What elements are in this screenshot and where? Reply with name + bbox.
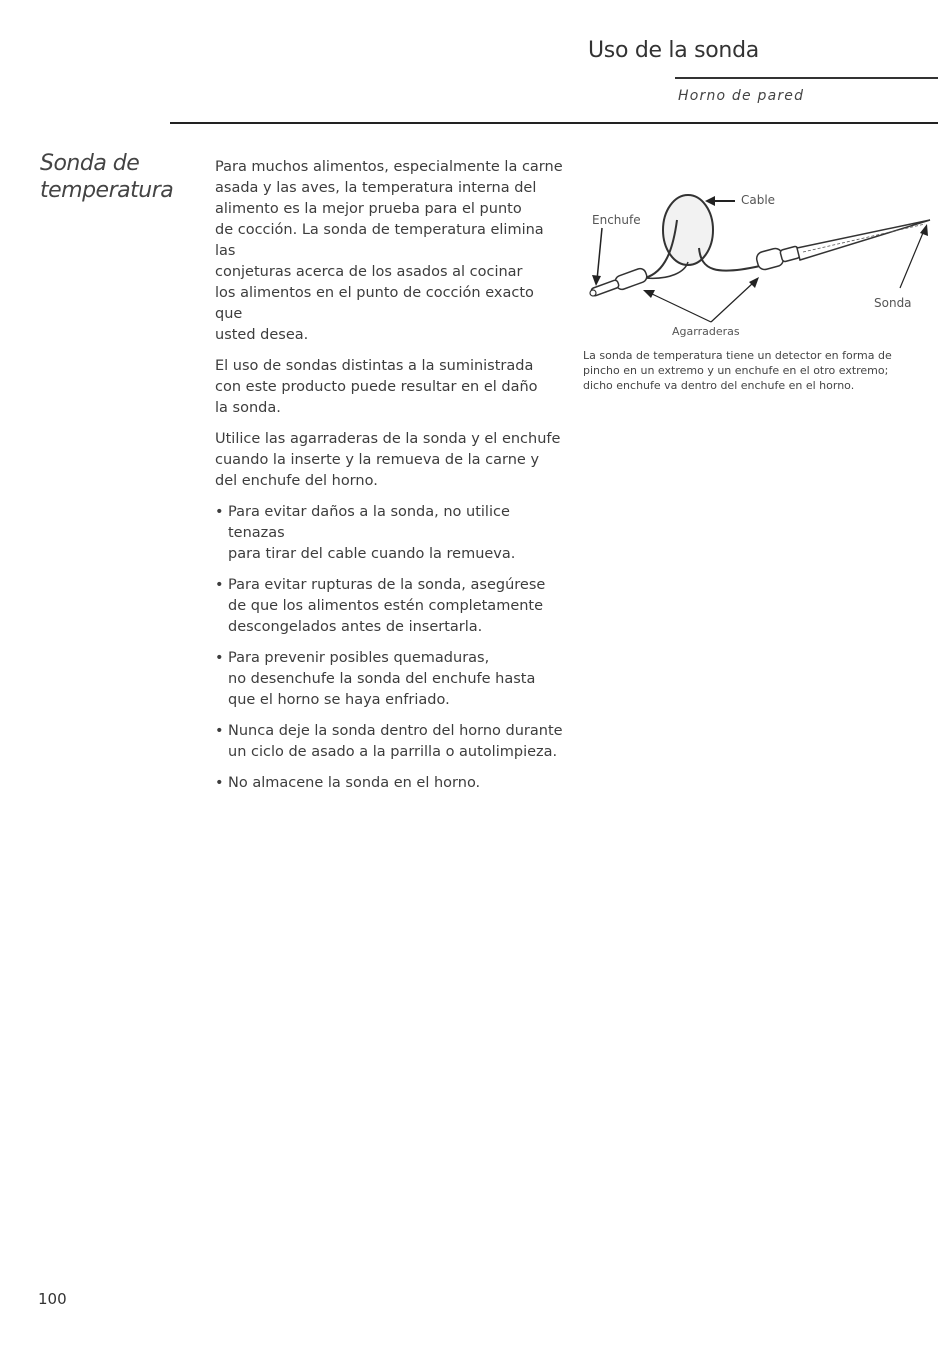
body-text: [215, 157, 565, 804]
handles-label: Agarraderas: [672, 325, 740, 338]
handle-arrow: [650, 293, 711, 322]
bullet-item: • No almacene la sonda en el horno.: [215, 773, 565, 794]
bullet-item: • Para evitar rupturas de la sonda, asegúrese de que los alimentos estén completamente descongelados antes de insertarla.: [215, 575, 565, 638]
probe-handle: [755, 246, 800, 271]
paragraph: Utilice las agarraderas de la sonda y el enchufe cuando la inserte y la remueva de la carne y del enchufe del horno.: [215, 431, 561, 489]
probe-spike: [797, 220, 930, 260]
paragraph: El uso de sondas distintas a la suministrada con este producto puede resultar en el daño la sonda.: [215, 358, 538, 416]
plug-label: Enchufe: [592, 213, 641, 227]
probe-arrow: [900, 228, 925, 288]
cable-loop: [663, 195, 713, 265]
cable-label: Cable: [741, 193, 776, 207]
page-header-subtitle: Horno de pared: [678, 88, 805, 104]
probe-label: Sonda: [874, 296, 912, 310]
bullet-item: • Nunca deje la sonda dentro del horno durante un ciclo de asado a la parrilla o autolimpieza.: [215, 721, 565, 763]
plug-arrow: [597, 228, 602, 280]
paragraph: Para muchos alimentos, especialmente la carne asada y las aves, la temperatura interna del alimento es la mejor prueba para el punto de cocción. La sonda de temperatura elimina las conjeturas acerca de los asados al cocinar los alimentos en el punto de cocción exacto que usted desea.: [215, 159, 563, 343]
plug-handle: [590, 267, 648, 297]
probe-illustration: [585, 180, 935, 345]
bullet-item: • Para evitar daños a la sonda, no utilice tenazas para tirar del cable cuando la remueva.: [215, 502, 565, 565]
bullet-item: • Para prevenir posibles quemaduras, no desenchufe la sonda del enchufe hasta que el horno se haya enfriado.: [215, 648, 565, 711]
section-divider: [170, 122, 938, 124]
handle-arrow: [711, 283, 753, 322]
page-header-title: Uso de la sonda: [588, 38, 759, 63]
page-number: 100: [38, 1290, 67, 1308]
bullet-list: [215, 502, 565, 794]
section-title: Sonda de temperatura: [40, 151, 174, 203]
figure-caption: La sonda de temperatura tiene un detector en forma de pincho en un extremo y un enchufe en el otro extremo; dicho enchufe va dentro del enchufe en el horno.: [583, 349, 892, 392]
header-divider: [675, 77, 938, 79]
